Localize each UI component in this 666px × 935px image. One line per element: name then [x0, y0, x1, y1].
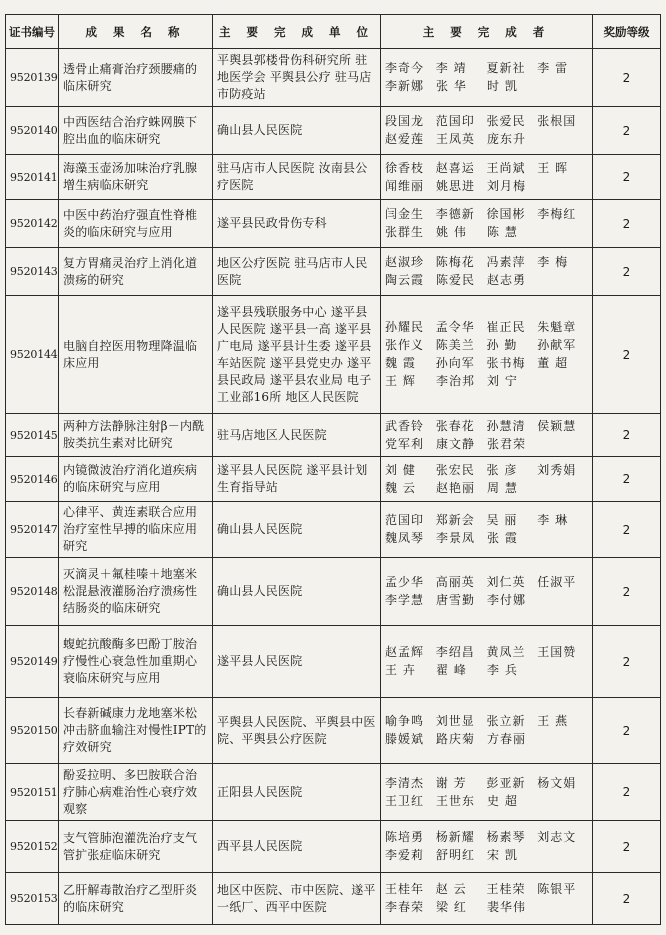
award-level-cell: 2 [593, 626, 661, 698]
person-name: 陈梅花 [435, 255, 475, 269]
person-name: 张 彦 [486, 462, 518, 477]
completers-cell [381, 821, 593, 873]
table-body [6, 49, 661, 925]
person-name: 孟令华 [435, 320, 475, 334]
completers-line [385, 254, 588, 271]
completers-line [385, 319, 588, 336]
person-name: 王 卉 [385, 663, 416, 677]
person-name: 张 霞 [487, 531, 518, 545]
person-name: 吴 丽 [486, 513, 518, 527]
person-name: 王 晖 [537, 160, 569, 175]
person-name: 高丽英 [435, 575, 475, 589]
completers-line [385, 373, 588, 390]
person-name: 赵志勇 [487, 273, 527, 287]
header-level: 奖励等级 [593, 15, 661, 49]
person-name: 徐香枝 [385, 160, 425, 175]
person-name: 张根国 [537, 114, 577, 128]
completers-cell [381, 502, 593, 558]
person-name: 郑新会 [435, 513, 475, 527]
person-name: 任淑平 [537, 575, 577, 589]
completers-line [385, 512, 588, 529]
person-name: 崔正民 [486, 320, 526, 334]
person-name: 杨新耀 [435, 830, 475, 844]
award-level-cell: 2 [593, 502, 661, 558]
person-name: 时 凯 [487, 79, 518, 93]
person-name: 唐雪勤 [436, 593, 476, 607]
person-name: 李 梅 [537, 255, 569, 269]
achievement-name-cell: 透骨止痛膏治疗颈腰痛的临床研究 [59, 49, 213, 107]
person-name: 赵孟辉 [385, 645, 425, 659]
completers-line [385, 662, 588, 679]
person-name: 杨文娟 [537, 775, 577, 790]
person-name: 孟少华 [385, 575, 425, 589]
award-level-cell: 2 [593, 873, 661, 925]
table-row [6, 698, 661, 764]
person-name: 张 华 [436, 79, 467, 93]
cert-number-cell: 9520140 [6, 107, 59, 155]
person-name: 王尚斌 [486, 160, 526, 175]
completion-unit-cell: 确山县人民医院 [213, 502, 381, 558]
person-name: 张立新 [486, 714, 526, 728]
person-name: 谢 芳 [435, 775, 467, 790]
achievement-name-cell: 长春新碱康力龙地塞米松冲击脐血输注对慢性IPT的疗效研究 [59, 698, 213, 764]
completion-unit-cell: 地区中医院、市中医院、遂平一纸厂、西平中医院 [213, 873, 381, 925]
person-name: 冯素萍 [486, 255, 526, 269]
award-level-cell: 2 [593, 155, 661, 200]
completion-unit-cell: 驻马店地区人民医院 [213, 414, 381, 457]
person-name: 党军利 [385, 436, 425, 451]
person-name: 陶云霞 [385, 273, 425, 287]
person-name: 舒明红 [436, 848, 476, 862]
person-name: 闻维丽 [385, 178, 425, 193]
person-name: 杨素琴 [486, 830, 526, 844]
cert-number-cell: 9520150 [6, 698, 59, 764]
cert-number-cell: 9520144 [6, 296, 59, 414]
header-name: 成 果 名 称 [59, 15, 213, 49]
completion-unit-cell: 平舆县人民医院、平舆县中医院、平舆县公疗医院 [213, 698, 381, 764]
completers-cell [381, 414, 593, 457]
person-name: 喻争鸣 [385, 714, 425, 728]
person-name: 王国赞 [537, 645, 577, 659]
table-row [6, 873, 661, 925]
award-level-cell: 2 [593, 414, 661, 457]
cert-number-cell: 9520143 [6, 248, 59, 296]
person-name: 魏 云 [385, 480, 416, 495]
person-name: 刘 宁 [487, 374, 518, 388]
achievement-name-cell: 海藻玉壶汤加味治疗乳腺增生病临床研究 [59, 155, 213, 200]
award-level-cell: 2 [593, 296, 661, 414]
completers-line [385, 829, 588, 846]
table-row [6, 155, 661, 200]
person-name: 庞东升 [487, 132, 527, 146]
person-name: 姚思进 [436, 178, 476, 193]
person-name: 黄凤兰 [486, 645, 526, 659]
completers-line [385, 160, 588, 177]
person-name: 王桂荣 [486, 882, 526, 896]
person-name: 范国印 [385, 513, 425, 527]
completers-cell [381, 107, 593, 155]
person-name: 刘志文 [537, 830, 577, 844]
completers-line [385, 793, 588, 810]
person-name: 裴华伟 [487, 900, 527, 914]
person-name: 孙 勤 [486, 338, 518, 352]
achievement-name-cell: 乙肝解毒散治疗乙型肝炎的临床研究 [59, 873, 213, 925]
table-header-row [6, 15, 661, 49]
person-name: 赵淑珍 [385, 255, 425, 269]
completers-line [385, 574, 588, 591]
person-name: 董 超 [537, 356, 569, 370]
award-level-cell: 2 [593, 457, 661, 502]
table-row [6, 414, 661, 457]
achievement-name-cell: 灭滴灵＋氟桂嗪＋地塞米松混悬液灌肠治疗溃疡性结肠炎的临床研究 [59, 558, 213, 626]
completers-cell [381, 155, 593, 200]
completers-line [385, 899, 588, 916]
completers-line [385, 178, 588, 195]
person-name: 李梅红 [537, 207, 577, 221]
cert-number-cell: 9520146 [6, 457, 59, 502]
cert-number-cell: 9520148 [6, 558, 59, 626]
cert-number-cell: 9520149 [6, 626, 59, 698]
awards-table [5, 14, 661, 925]
person-name: 刘 健 [385, 462, 416, 477]
person-name: 宋 凯 [487, 848, 518, 862]
table-row [6, 821, 661, 873]
cert-number-cell: 9520145 [6, 414, 59, 457]
person-name: 梁 红 [436, 900, 467, 914]
person-name: 赵 云 [435, 882, 467, 896]
completers-cell [381, 698, 593, 764]
person-name: 徐国彬 [486, 207, 526, 221]
award-level-cell: 2 [593, 200, 661, 248]
person-name: 孙耀民 [385, 320, 425, 334]
completers-cell [381, 248, 593, 296]
person-name: 周 慧 [487, 480, 518, 495]
person-name: 魏凤琴 [385, 531, 425, 545]
completers-cell [381, 873, 593, 925]
person-name: 彭亚新 [486, 775, 526, 790]
person-name: 李新娜 [385, 79, 425, 93]
person-name: 李爱莉 [385, 848, 425, 862]
completers-line [385, 131, 588, 148]
person-name: 陈银平 [537, 882, 577, 896]
cert-number-cell: 9520142 [6, 200, 59, 248]
person-name: 孙慧清 [486, 418, 526, 433]
table-row [6, 502, 661, 558]
person-name: 李 靖 [435, 61, 467, 75]
achievement-name-cell: 支气管肺泡灌洗治疗支气管扩张症临床研究 [59, 821, 213, 873]
person-name: 王 燕 [537, 714, 569, 728]
completers-line [385, 775, 588, 792]
table-row [6, 248, 661, 296]
completion-unit-cell: 遂平县人民医院 遂平县计划生育指导站 [213, 457, 381, 502]
completion-unit-cell: 地区公疗医院 驻马店市人民医院 [213, 248, 381, 296]
person-name: 朱魁章 [537, 320, 577, 334]
person-name: 李绍昌 [435, 645, 475, 659]
person-name: 李学慧 [385, 593, 425, 607]
header-people: 主 要 完 成 者 [381, 15, 593, 49]
cert-number-cell: 9520141 [6, 155, 59, 200]
person-name: 侯颖慧 [537, 418, 577, 433]
completers-line [385, 530, 588, 547]
person-name: 李德新 [435, 207, 475, 221]
achievement-name-cell: 中西医结合治疗蛛网膜下腔出血的临床研究 [59, 107, 213, 155]
table-row [6, 107, 661, 155]
completers-line [385, 113, 588, 130]
completers-cell [381, 296, 593, 414]
person-name: 张宏民 [435, 462, 475, 477]
completers-cell [381, 49, 593, 107]
person-name: 范国印 [435, 114, 475, 128]
person-name: 李春荣 [385, 900, 425, 914]
completers-line [385, 355, 588, 372]
person-name: 刘仁英 [486, 575, 526, 589]
person-name: 李景凤 [436, 531, 476, 545]
person-name: 夏新社 [486, 61, 526, 75]
completers-line [385, 272, 588, 289]
completers-cell [381, 558, 593, 626]
person-name: 张作义 [385, 338, 425, 352]
achievement-name-cell: 酚妥拉明、多巴胺联合治疗肺心病难治性心衰疗效观察 [59, 764, 213, 821]
person-name: 王桂年 [385, 882, 425, 896]
completion-unit-cell: 遂平县人民医院 [213, 626, 381, 698]
person-name: 王世东 [436, 793, 476, 808]
cert-number-cell: 9520153 [6, 873, 59, 925]
completers-line [385, 480, 588, 497]
completers-line [385, 644, 588, 661]
person-name: 史 超 [487, 793, 518, 808]
table-row [6, 764, 661, 821]
award-level-cell: 2 [593, 821, 661, 873]
completers-line [385, 592, 588, 609]
person-name: 李清杰 [385, 775, 425, 790]
person-name: 李 琳 [537, 513, 569, 527]
person-name: 李付娜 [487, 593, 527, 607]
person-name: 张爱民 [486, 114, 526, 128]
achievement-name-cell: 心律平、黄连素联合应用治疗室性早搏的临床应用研究 [59, 502, 213, 558]
completion-unit-cell: 驻马店市人民医院 汝南县公疗医院 [213, 155, 381, 200]
person-name: 方春丽 [487, 732, 527, 746]
cert-number-cell: 9520139 [6, 49, 59, 107]
cert-number-cell: 9520152 [6, 821, 59, 873]
completers-line [385, 60, 588, 77]
table-row [6, 457, 661, 502]
person-name: 李奇今 [385, 61, 425, 75]
person-name: 张群生 [385, 225, 425, 239]
person-name: 魏 霞 [385, 356, 416, 370]
person-name: 王卫红 [385, 793, 425, 808]
person-name: 滕媛斌 [385, 732, 425, 746]
person-name: 李 雷 [537, 61, 569, 75]
person-name: 武香铃 [385, 418, 425, 433]
person-name: 张春花 [435, 418, 475, 433]
person-name: 李治邦 [436, 374, 476, 388]
person-name: 闫金生 [385, 207, 425, 221]
completion-unit-cell: 遂平县残联服务中心 遂平县人民医院 遂平县一高 遂平县广电局 遂平县计生委 遂平县车站医院 遂平县党史办 遂平县民政局 遂平县农业局 电子工业部16所 地区人民医院 [213, 296, 381, 414]
person-name: 赵喜运 [435, 160, 475, 175]
completion-unit-cell: 西平县人民医院 [213, 821, 381, 873]
person-name: 孙向军 [435, 356, 475, 370]
completers-line [385, 847, 588, 864]
completion-unit-cell: 确山县人民医院 [213, 107, 381, 155]
award-level-cell: 2 [593, 49, 661, 107]
person-name: 刘世显 [435, 714, 475, 728]
achievement-name-cell: 复方胃痛灵治疗上消化道溃疡的研究 [59, 248, 213, 296]
table-row [6, 296, 661, 414]
completers-line [385, 337, 588, 354]
person-name: 孙献军 [537, 338, 577, 352]
person-name: 陈培勇 [385, 830, 425, 844]
completers-line [385, 418, 588, 435]
completers-line [385, 462, 588, 479]
completers-cell [381, 764, 593, 821]
person-name: 段国龙 [385, 114, 425, 128]
person-name: 刘月梅 [487, 178, 527, 193]
award-level-cell: 2 [593, 248, 661, 296]
completers-line [385, 436, 588, 453]
person-name: 路庆菊 [436, 732, 476, 746]
person-name: 赵爱莲 [385, 132, 425, 146]
person-name: 翟 峰 [436, 663, 467, 677]
completers-cell [381, 626, 593, 698]
achievement-name-cell: 中医中药治疗强直性脊椎炎的临床研究与应用 [59, 200, 213, 248]
completers-line [385, 881, 588, 898]
person-name: 康文静 [436, 436, 476, 451]
award-level-cell: 2 [593, 107, 661, 155]
header-cert-no: 证书编号 [6, 15, 59, 49]
completion-unit-cell: 确山县人民医院 [213, 558, 381, 626]
completers-line [385, 713, 588, 730]
table-row [6, 49, 661, 107]
completers-line [385, 224, 588, 241]
person-name: 李 兵 [487, 663, 518, 677]
completion-unit-cell: 正阳县人民医院 [213, 764, 381, 821]
award-level-cell: 2 [593, 558, 661, 626]
table-row [6, 200, 661, 248]
person-name: 赵艳丽 [436, 480, 476, 495]
person-name: 张君荣 [487, 436, 527, 451]
completion-unit-cell: 平舆县郭楼骨伤科研究所 驻地医学会 平舆县公疗 驻马店市防疫站 [213, 49, 381, 107]
completion-unit-cell: 遂平县民政骨伤专科 [213, 200, 381, 248]
completers-line [385, 78, 588, 95]
cert-number-cell: 9520147 [6, 502, 59, 558]
person-name: 王 辉 [385, 374, 416, 388]
completers-cell [381, 200, 593, 248]
achievement-name-cell: 内镜微波治疗消化道疾病的临床研究与应用 [59, 457, 213, 502]
person-name: 陈爱民 [436, 273, 476, 287]
person-name: 刘秀娟 [537, 462, 577, 477]
achievement-name-cell: 两种方法静脉注射β－内酰胺类抗生素对比研究 [59, 414, 213, 457]
person-name: 姚 伟 [436, 225, 467, 239]
achievement-name-cell: 蝮蛇抗酸酶多巴酚丁胺治疗慢性心衰急性加重期心衰临床研究与应用 [59, 626, 213, 698]
table-row [6, 626, 661, 698]
person-name: 陈美兰 [435, 338, 475, 352]
completers-line [385, 206, 588, 223]
person-name: 王凤英 [436, 132, 476, 146]
completers-line [385, 731, 588, 748]
header-unit: 主 要 完 成 单 位 [213, 15, 381, 49]
award-level-cell: 2 [593, 764, 661, 821]
person-name: 张书梅 [486, 356, 526, 370]
award-level-cell: 2 [593, 698, 661, 764]
table-row [6, 558, 661, 626]
completers-cell [381, 457, 593, 502]
person-name: 陈 慧 [487, 225, 518, 239]
achievement-name-cell: 电脑自控医用物理降温临床应用 [59, 296, 213, 414]
cert-number-cell: 9520151 [6, 764, 59, 821]
